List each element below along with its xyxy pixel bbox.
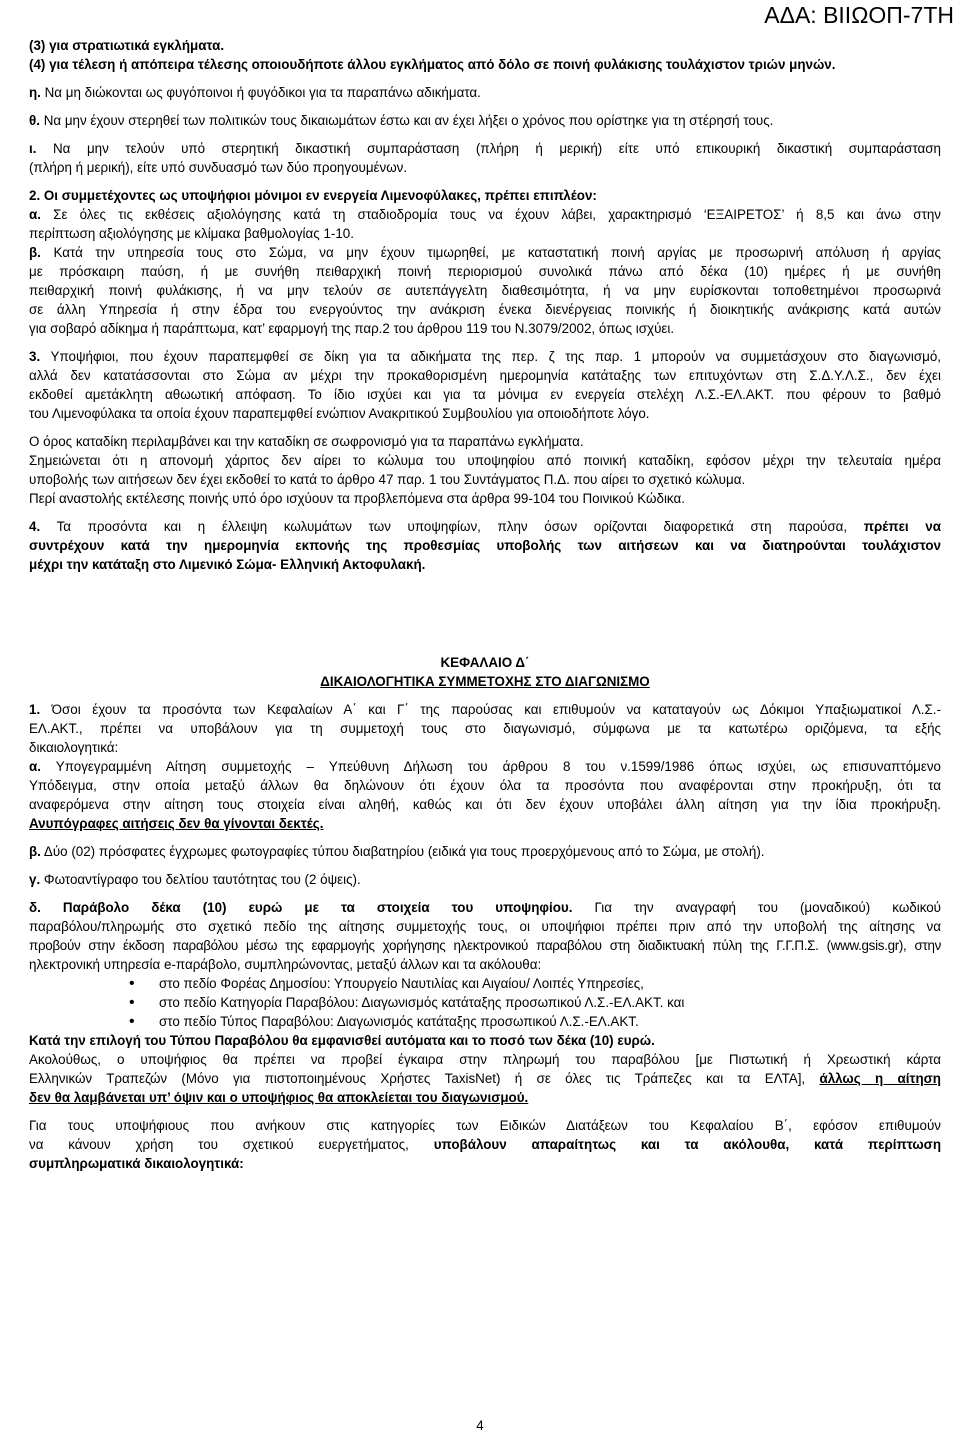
list-item: • στο πεδίο Κατηγορία Παραβόλου: Διαγωνισμός κατάταξης προσωπικού Λ.Σ.-ΕΛ.ΑΚΤ. και (29, 993, 941, 1012)
text-line: περίπτωση αξιολόγησης με κλίμακα βαθμολογίας 1-10. (29, 226, 354, 241)
text-line: συμπληρωματικά δικαιολογητικά: (29, 1156, 244, 1171)
text-line: Ανυπόγραφες αιτήσεις δεν θα γίνονται δεκτές. (29, 816, 324, 831)
text-line: Υπόδειγμα, στην οποία μεταξύ άλλων θα δηλώνουν ότι έχουν όλα τα προσόντα που αναφέρονται στην προκήρυξη, ότι τα (29, 778, 941, 793)
bullet-list (29, 974, 941, 1031)
text-line: ηλεκτρονική υπηρεσία e-παράβολο, συμπληρώνοντας, μεταξύ άλλων και τα ακόλουθα: (29, 957, 542, 972)
text-line: σε άλλη Υπηρεσία ή στην έδρα του ενεργούντος την ανάκριση ένεκα διενέργειας ποινικής ή διοικητικής ανάκρισης κατά αυτών (29, 302, 941, 317)
text-line: συντρέχουν κατά την ημερομηνία εκπονής της προθεσμίας υποβολής των αιτήσεων και να διατηρούνται τουλάχιστον (29, 538, 941, 553)
text-line: Ακολούθως, ο υποψήφιος θα πρέπει να προβεί έγκαιρα στην πληρωμή του παραβόλου [με Πιστωτική ή Χρεωστική κάρτα (29, 1052, 941, 1067)
chapter-heading: ΚΕΦΑΛΑΙΟ Δ΄ (440, 655, 530, 670)
doc-item-1: 1. Όσοι έχουν τα προσόντα των Κεφαλαίων Α΄ και Γ΄ της παρούσας και επιθυμούν να καταταγούν ως Δόκιμοι Υπαξιωματικοί Λ.Σ.- (29, 702, 941, 717)
chapter-title: ΔΙΚΑΙΟΛΟΓΗΤΙΚΑ ΣΥΜΜΕΤΟΧΗΣ ΣΤΟ ΔΙΑΓΩΝΙΣΜΟ (320, 674, 650, 689)
text-line: δικαιολογητικά: (29, 740, 119, 755)
text-line: να κάνουν χρήση του σχετικού ευεργετήματος, υποβάλουν απαραίτητως και τα ακόλουθα, κατά περίπτωση (29, 1137, 942, 1152)
item-iota: ι. Να μην τελούν υπό στερητική δικαστική συμπαράσταση (πλήρη ή μερική) είτε υπό επικουρική δικαστική συμπαράσταση (29, 141, 941, 156)
text-line: αναφερόμενα στην αίτηση τους στοιχεία είναι αληθή, καθώς και ότι δεν έχουν υποβάλει άλλη αίτηση για την ίδια προκήρυξη. (29, 797, 941, 812)
text-line: προβούν στην έκδοση παραβόλου μέσω της εφαρμογής χορήγησης ηλεκτρονικού παραβόλου στη διαδικτυακή πύλη της Γ.Γ.Π.Σ. (www.gsis.gr), στην (29, 938, 941, 953)
text-line: Περί αναστολής εκτέλεσης ποινής υπό όρο ισχύουν τα προβλεπόμενα στα άρθρα 99-104 του Ποινικού Κώδικα. (29, 491, 685, 506)
item-beta: β. Κατά την υπηρεσία τους στο Σώμα, να μην έχουν τιμωρηθεί, με καταστατική ποινή αργίας με προσωρινή απόλυση ή αργίας (29, 245, 941, 260)
section-4: 4. Τα προσόντα και η έλλειψη κωλυμάτων των υποψηφίων, πλην όσων ορίζονται διαφορετικά στη παρούσα, πρέπει να (29, 519, 941, 534)
text-line: Σημειώνεται ότι η απονομή χάριτος δεν αίρει το κώλυμα του υποψηφίου από ποινική καταδίκη, εφόσον μέχρι την τελευταία ημέρα (29, 453, 941, 468)
item-alpha: α. Σε όλες τις εκθέσεις αξιολόγησης κατά τη σταδιοδρομία τους να έχουν λάβει, χαρακτηρισμό ‘ΕΞΑΙΡΕΤΟΣ’ ή 8,5 και άνω στην (29, 207, 941, 222)
text-line: για σοβαρό αδίκημα ή παράπτωμα, κατ’ εφαρμογή της παρ.2 του άρθρου 119 του Ν.3079/2002, όπως ισχύει. (29, 321, 675, 336)
text-line: (4) για τέλεση ή απόπειρα τέλεσης οποιουδήποτε άλλου εγκλήματος από δόλο σε ποινή φυλάκισης τουλάχιστον τριών μηνών. (29, 57, 836, 72)
text-line: του Λιμενοφύλακα τα οποία έχουν παραπεμφθεί ενώπιον Ανακριτικού Συμβουλίου για οποιοδήποτε λόγο. (29, 406, 650, 421)
text-line: ΕΛ.ΑΚΤ., πρέπει να υποβάλουν για τη συμμετοχή τους στο διαγωνισμό, σύμφωνα με τα κατωτέρω οριζόμενα, τα εξής (29, 721, 941, 736)
text-line: (3) για στρατιωτικά εγκλήματα. (29, 38, 225, 53)
item-eta: η. Να μη διώκονται ως φυγόποινοι ή φυγόδικοι για τα παραπάνω αδικήματα. (29, 85, 481, 100)
list-item: • στο πεδίο Φορέας Δημοσίου: Υπουργείο Ναυτιλίας και Αιγαίου/ Λοιπές Υπηρεσίες, (29, 974, 941, 993)
text-line: Κατά την επιλογή του Τύπου Παραβόλου θα εμφανισθεί αυτόματα και το ποσό των δέκα (10) ευρώ. (29, 1033, 655, 1048)
section-2-heading: 2. Οι συμμετέχοντες ως υποψήφιοι μόνιμοι εν ενεργεία Λιμενοφύλακες, πρέπει επιπλέον: (29, 188, 597, 203)
text-line: Για τους υποψήφιους που ανήκουν στις κατηγορίες των Ειδικών Διατάξεων του Κεφαλαίου Β΄, εφόσον επιθυμούν (29, 1118, 941, 1133)
section-3: 3. Υποψήφιοι, που έχουν παραπεμφθεί σε δίκη για τα αδικήματα της περ. ζ της παρ. 1 μπορούν να συμμετάσχουν στο διαγωνισμό, (29, 349, 941, 364)
text-line: υποβολής των αιτήσεων δεν έχει εκδοθεί το κατά το άρθρο 47 παρ. 1 του Συντάγματος Π.Δ. που αίρει το σχετικό κώλυμα. (29, 472, 746, 487)
text-line: με πρόσκαιρη παύση, ή με συνήθη πειθαρχική ποινή περιορισμού συνολικά πάνω από δέκα (10) ημέρες ή με συνήθη (29, 264, 941, 279)
text-line: αλλά δεν κατατάσσονται στο Σώμα αν μέχρι την προκαθορισμένη ημερομηνία κατάταξης των επιτυχόντων στη Σ.Δ.Υ.Λ.Σ., δεν έχει (29, 368, 941, 383)
text-line: Ελληνικών Τραπεζών (Μόνο για πιστοποιημένους Χρήστες TaxisNet) ή σε όλες τις Τράπεζες και τα ΕΛΤΑ], άλλως η αίτηση (29, 1071, 941, 1086)
text-line: παραβόλου/πληρωμής στο σχετικό πεδίο της αίτησης συμμετοχής τους, οι υποψήφιοι πρέπει πριν από την υποβολή της αίτησης να (29, 919, 941, 934)
text-line: (πλήρη ή μερική), είτε υπό συνδυασμό των δύο προηγουμένων. (29, 160, 408, 175)
text-line: δεν θα λαμβάνεται υπ’ όψιν και ο υποψήφιος θα αποκλείεται του διαγωνισμού. (29, 1090, 529, 1105)
doc-item-beta: β. Δύο (02) πρόσφατες έγχρωμες φωτογραφίες τύπου διαβατηρίου (ειδικά για τους προερχόμενους από το Σώμα, με στολή). (29, 844, 765, 859)
document-code: ΑΔΑ: ΒΙΙΩΟΠ-7ΤΗ (764, 2, 954, 28)
item-theta: θ. Να μην έχουν στερηθεί των πολιτικών τους δικαιωμάτων έστω και αν έχει λήξει ο χρόνος που ορίστηκε για τη στέρησή τους. (29, 113, 774, 128)
text-line: Ο όρος καταδίκη περιλαμβάνει και την καταδίκη σε σωφρονισμό για τα παραπάνω εγκλήματα. (29, 434, 584, 449)
text-line: μέχρι την κατάταξη στο Λιμενικό Σώμα- Ελληνική Ακτοφυλακή. (29, 557, 426, 572)
document-page (29, 36, 941, 1173)
text-line: πειθαρχική ποινή φυλάκισης, ή να μην τελούν σε αυτεπάγγελτη διαθεσιμότητα, ή να μην ευρίσκονται τοποθετημένοι προσωρινά (29, 283, 941, 298)
list-item: • στο πεδίο Τύπος Παραβόλου: Διαγωνισμός κατάταξης προσωπικού Λ.Σ.-ΕΛ.ΑΚΤ. (29, 1012, 941, 1031)
text-line: εκδοθεί αμετάκλητη αθωωτική απόφαση. Το ίδιο ισχύει και για τα μόνιμα εν ενεργεία στελέχη Λ.Σ.-ΕΛ.ΑΚΤ. που φέρουν το βαθμό (29, 387, 941, 402)
doc-item-gamma: γ. Φωτοαντίγραφο του δελτίου ταυτότητας του (2 όψεις). (29, 872, 361, 887)
page-number: 4 (476, 1418, 484, 1433)
doc-item-alpha: α. Υπογεγραμμένη Αίτηση συμμετοχής – Υπεύθυνη Δήλωση του άρθρου 8 του ν.1599/1986 όπως ισχύει, ως επισυναπτόμενο (29, 759, 941, 774)
doc-item-delta: δ. Παράβολο δέκα (10) ευρώ με τα στοιχεία του υποψηφίου. Για την αναγραφή του (μοναδικού) κωδικού (29, 900, 941, 915)
